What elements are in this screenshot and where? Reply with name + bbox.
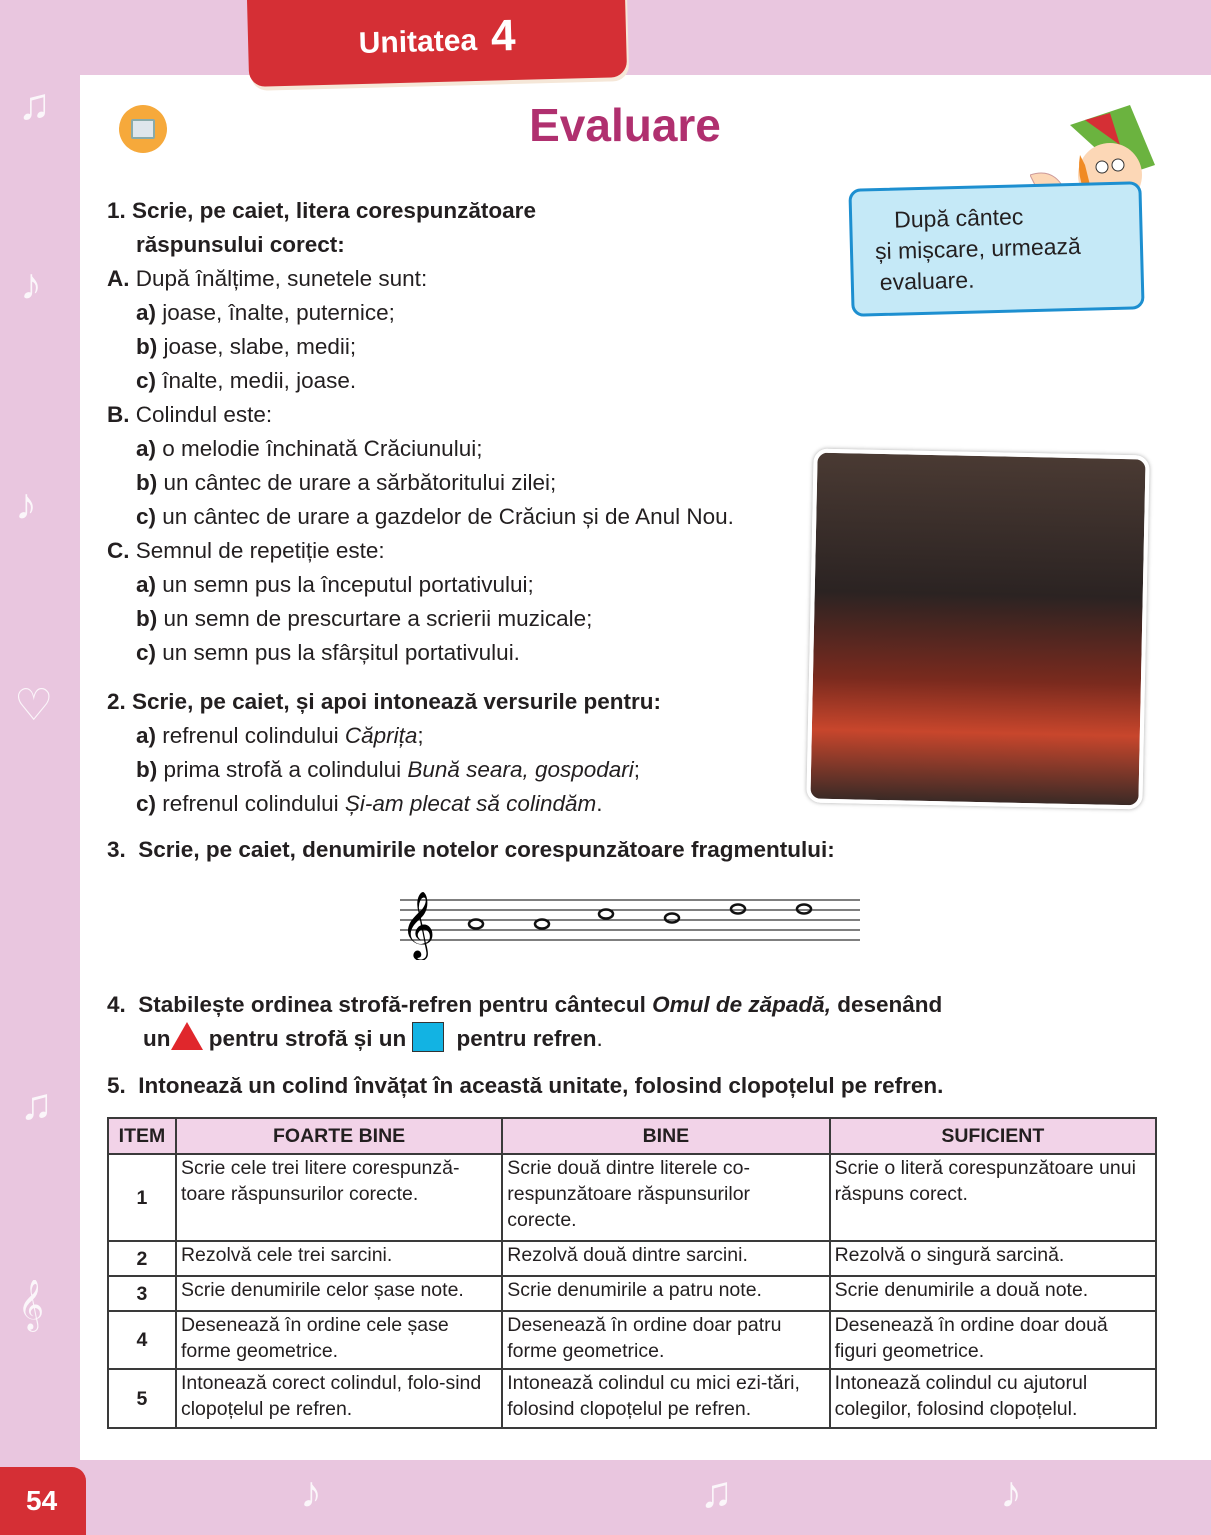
table-row: 3 Scrie denumirile celor șase note. Scrie denumirile a patru note. Scrie denumirile a două note.: [108, 1276, 1156, 1311]
option: c) un cântec de urare a gazdelor de Crăciun și de Anul Nou.: [136, 504, 734, 529]
option: b) un cântec de urare a sărbătoritului zilei;: [136, 470, 557, 495]
bubble-line: și mișcare, urmează: [874, 232, 1082, 265]
note-d: [731, 905, 745, 914]
music-note-icon: ♪: [15, 480, 37, 529]
note-d: [797, 905, 811, 914]
question-2: 2. Scrie, pe caiet, și apoi intonează versurile pentru: a) refrenul colindului Căprița; b) prima strofă a colindului Bună seara, gospodari; c) refrenul colindului Și-am plecat să colindăm.: [107, 685, 661, 821]
music-note-icon: ♪: [1000, 1468, 1022, 1517]
heart-icon: ♡: [14, 681, 54, 730]
option: c) refrenul colindului Și-am plecat să colindăm.: [136, 791, 603, 816]
option: b) joase, slabe, medii;: [136, 334, 357, 359]
option: b) un semn de prescurtare a scrierii muzicale;: [136, 606, 593, 631]
table-row: 2 Rezolvă cele trei sarcini. Rezolvă două dintre sarcini. Rezolvă o singură sarcină.: [108, 1241, 1156, 1276]
music-note-icon: ♫: [18, 80, 51, 129]
table-row: 4 Desenează în ordine cele șase forme geometrice. Desenează în ordine doar patru forme geometrice. Desenează în ordine doar două figuri geometrice.: [108, 1311, 1156, 1369]
unit-tab: [247, 0, 627, 87]
table-row: 1 Scrie cele trei litere corespunză-toare răspunsurilor corecte. Scrie două dintre literele co-respunzătoare răspunsurilor corecte. Scrie o literă corespunzătoare unui răspuns corect.: [108, 1154, 1156, 1241]
section-label: C.: [107, 538, 130, 563]
column-header: BINE: [502, 1118, 829, 1154]
unit-number: 4: [490, 10, 517, 61]
section-text: Semnul de repetiție este:: [135, 538, 385, 563]
question-title: Scrie, pe caiet, și apoi intonează versurile pentru:: [132, 689, 661, 714]
speech-bubble: [848, 181, 1144, 317]
treble-clef-icon: 𝄞: [18, 1280, 45, 1329]
square-shape: [412, 1022, 444, 1052]
column-header: FOARTE BINE: [176, 1118, 502, 1154]
evaluation-table: [107, 1117, 1157, 1429]
question-number: 1.: [107, 198, 126, 223]
option: a) refrenul colindului Căprița;: [136, 723, 424, 748]
bubble-line: evaluare.: [879, 266, 975, 296]
question-title: Intonează un colind învățat în această unitate, folosind clopoțelul pe refren.: [138, 1073, 944, 1098]
section-label: A.: [107, 266, 130, 291]
music-note-icon: ♫: [700, 1468, 733, 1517]
note-b: [665, 914, 679, 923]
unit-label: Unitatea: [358, 23, 478, 61]
bottom-decorative-band: [0, 1460, 1211, 1535]
section-text: Colindul este:: [135, 402, 273, 427]
question-4: 4. Stabilește ordinea strofă-refren pentru cântecul Omul de zăpadă, desenând un pentru strofă și un pentru refren.: [107, 992, 943, 1051]
option: b) prima strofă a colindului Bună seara, gospodari;: [136, 757, 641, 782]
music-note-icon: ♪: [20, 260, 42, 309]
treble-clef-icon: 𝄞: [401, 890, 436, 958]
question-title: Scrie, pe caiet, denumirile notelor corespunzătoare fragmentului:: [138, 837, 835, 862]
music-staff: [395, 880, 865, 960]
option: a) joase, înalte, puternice;: [136, 300, 395, 325]
option: c) înalte, medii, joase.: [136, 368, 357, 393]
question-title: răspunsului corect:: [136, 232, 345, 257]
bubble-line: După cântec: [893, 203, 1024, 233]
triangle-shape: [171, 1022, 203, 1050]
section-label: B.: [107, 402, 130, 427]
left-decorative-band: [0, 0, 80, 1535]
table-row: 5 Intonează corect colindul, folo-sind clopoțelul pe refren. Intonează colindul cu mici ezi-tări, folosind clopoțelul pe refren. Intonează colindul cu ajutorul colegilor, folosind clopoțelul.: [108, 1369, 1156, 1428]
note-c: [599, 910, 613, 919]
music-note-icon: ♪: [300, 1468, 322, 1517]
note-a: [469, 920, 483, 929]
question-title: Scrie, pe caiet, litera corespunzătoare: [132, 198, 536, 223]
column-header: ITEM: [108, 1118, 176, 1154]
question-1: [107, 194, 734, 670]
section-text: După înălțime, sunetele sunt:: [135, 266, 428, 291]
table-header-row: [108, 1118, 1156, 1154]
question-5: 5. Intonează un colind învățat în această unitate, folosind clopoțelul pe refren.: [107, 1073, 944, 1098]
page-number: 54: [0, 1467, 86, 1535]
carolers-photo: [806, 449, 1149, 810]
page-title: Evaluare: [529, 99, 721, 151]
column-header: SUFICIENT: [830, 1118, 1156, 1154]
note-a: [535, 920, 549, 929]
option: c) un semn pus la sfârșitul portativului.: [136, 640, 520, 665]
option: a) un semn pus la începutul portativului;: [136, 572, 534, 597]
music-note-icon: ♫: [20, 1080, 53, 1129]
option: a) o melodie închinată Crăciunului;: [136, 436, 483, 461]
question-3: 3. Scrie, pe caiet, denumirile notelor corespunzătoare fragmentului:: [107, 837, 835, 862]
